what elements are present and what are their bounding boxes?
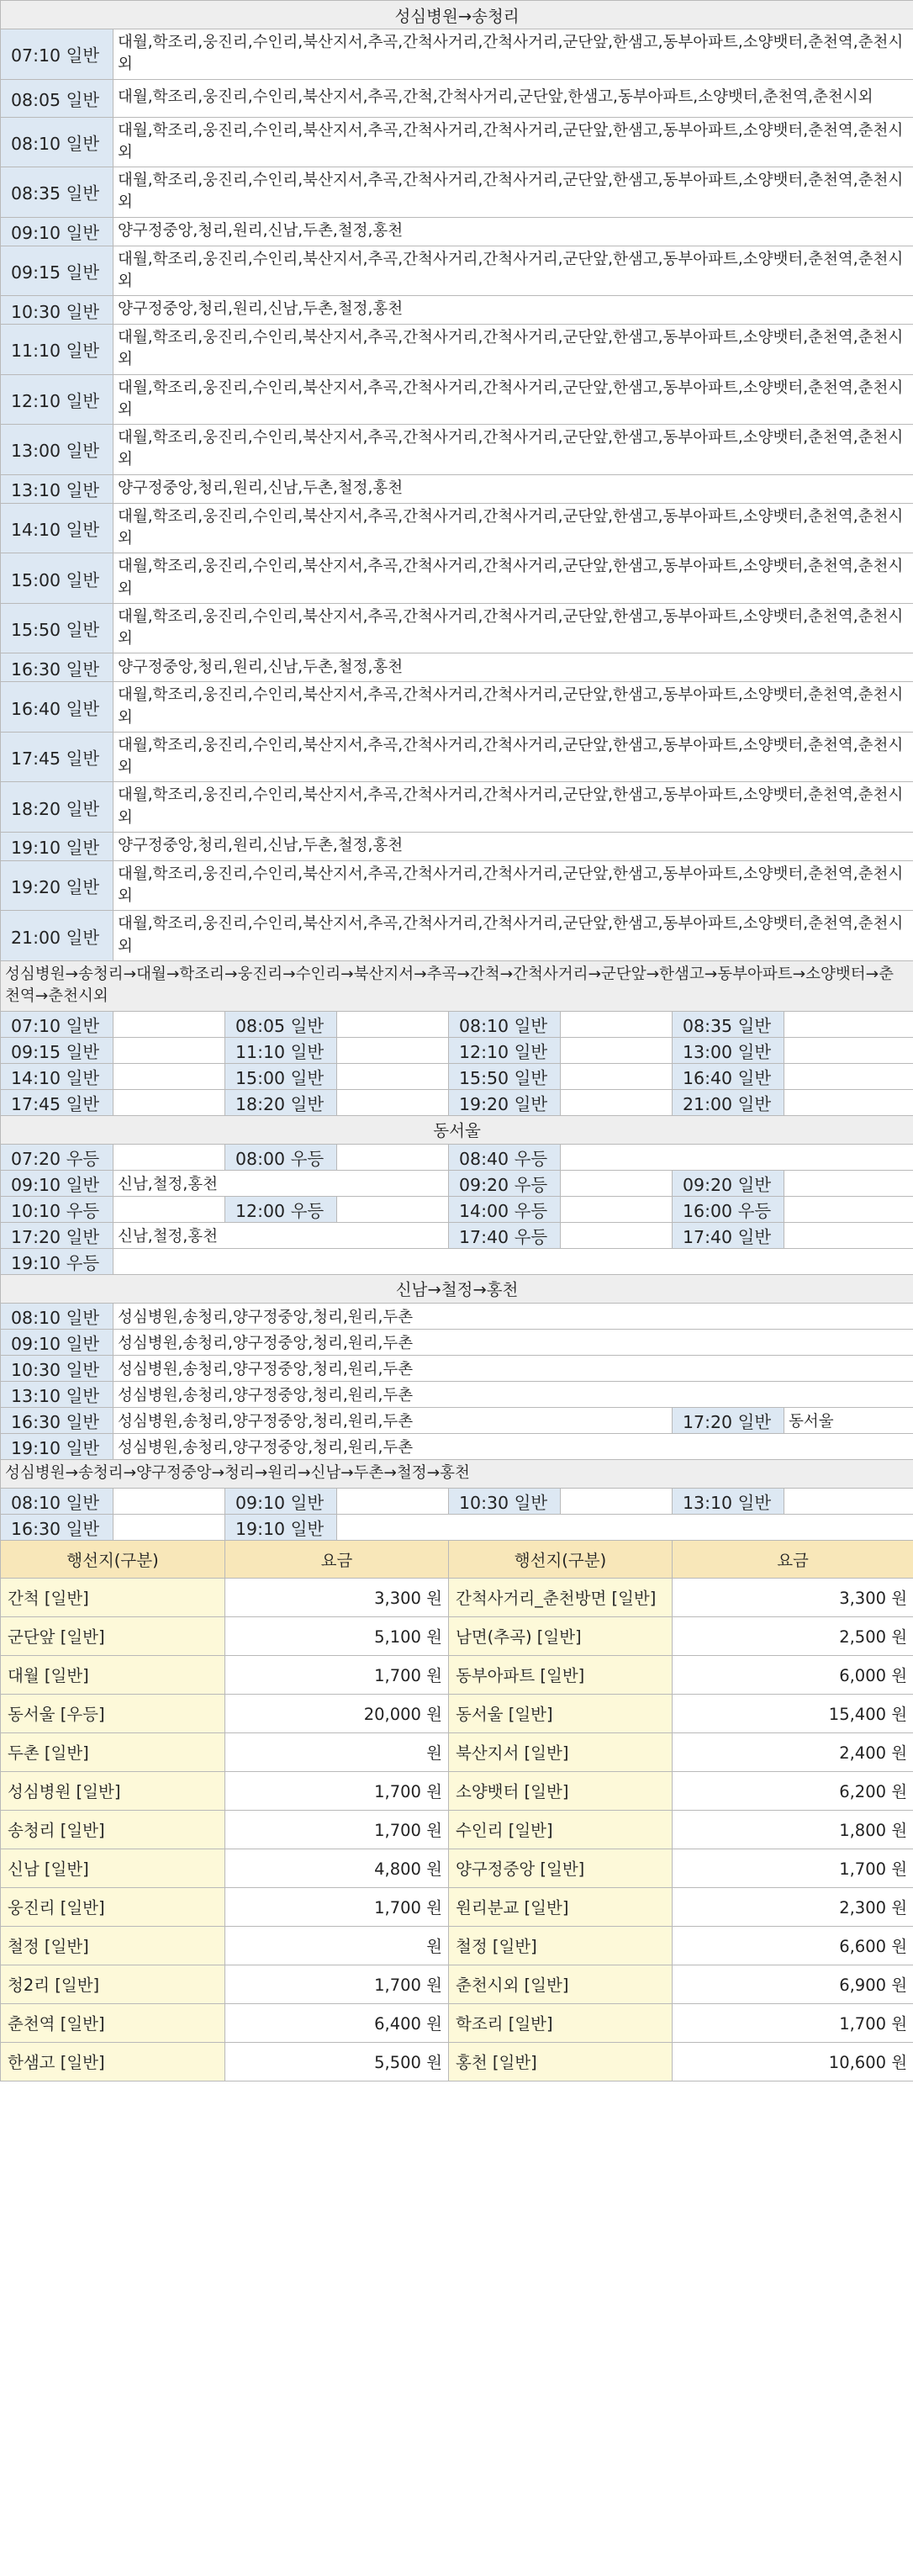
fare-price: 6,900 원	[673, 1965, 913, 2003]
empty-cell	[113, 1144, 225, 1170]
schedule-row	[1, 911, 913, 961]
departure-time: 17:20 일반	[673, 1407, 784, 1433]
empty-cell	[784, 1011, 913, 1037]
fare-destination: 수인리 [일반]	[449, 1810, 673, 1849]
departure-time: 09:20 일반	[673, 1170, 784, 1196]
fare-destination: 간척사거리_춘천방면 [일반]	[449, 1578, 673, 1616]
fare-price: 1,700 원	[673, 2003, 913, 2042]
time-grid-row	[1, 1248, 913, 1274]
empty-cell	[561, 1063, 673, 1089]
departure-time: 13:00 일반	[673, 1037, 784, 1063]
empty-cell	[784, 1170, 913, 1196]
route-stops: 양구정중앙,청리,원리,신남,두촌,철정,홍천	[113, 832, 913, 860]
departure-time: 17:20 일반	[1, 1222, 113, 1248]
fare-price: 3,300 원	[673, 1578, 913, 1616]
empty-cell	[337, 1144, 449, 1170]
section-title: 동서울	[1, 1115, 913, 1144]
departure-time: 18:20 일반	[225, 1089, 337, 1115]
empty-cell	[561, 1089, 673, 1115]
fare-price: 1,700 원	[673, 1849, 913, 1887]
time-grid-row	[1, 1063, 913, 1089]
empty-cell	[561, 1011, 673, 1037]
schedule-row	[1, 653, 913, 682]
departure-time: 19:10 일반	[1, 832, 113, 860]
route-stops: 대월,학조리,웅진리,수인리,북산지서,추곡,간척사거리,간척사거리,군단앞,한샘고,동부아파트,소양뱃터,춘천역,춘천시외	[113, 29, 913, 80]
departure-time: 16:00 우등	[673, 1196, 784, 1222]
fare-destination: 간척 [일반]	[1, 1578, 225, 1616]
departure-time: 14:00 우등	[449, 1196, 561, 1222]
departure-time: 11:10 일반	[225, 1037, 337, 1063]
time-grid-row	[1, 1011, 913, 1037]
route-stops: 대월,학조리,웅진리,수인리,북산지서,추곡,간척사거리,간척사거리,군단앞,한샘고,동부아파트,소양뱃터,춘천역,춘천시외	[113, 325, 913, 375]
departure-time: 15:00 일반	[225, 1063, 337, 1089]
departure-time: 10:30 일반	[449, 1488, 561, 1514]
empty-cell	[561, 1196, 673, 1222]
departure-time: 13:10 일반	[1, 474, 113, 503]
fare-price: 1,700 원	[225, 1887, 449, 1926]
section-header-row	[1, 960, 913, 1011]
fare-row	[1, 2003, 913, 2042]
departure-time: 17:45 일반	[1, 1089, 113, 1115]
schedule-row	[1, 732, 913, 782]
route-stops: 양구정중앙,청리,원리,신남,두촌,철정,홍천	[113, 296, 913, 325]
fare-destination: 북산지서 [일반]	[449, 1732, 673, 1771]
section-header-row	[1, 1115, 913, 1144]
schedule-row	[1, 603, 913, 653]
departure-time: 12:10 일반	[1, 374, 113, 425]
section-header-row	[1, 1, 913, 29]
route-stops: 대월,학조리,웅진리,수인리,북산지서,추곡,간척사거리,간척사거리,군단앞,한샘고,동부아파트,소양뱃터,춘천역,춘천시외	[113, 246, 913, 296]
fare-header-row	[1, 1540, 913, 1578]
empty-cell	[337, 1037, 449, 1063]
schedule-row	[1, 79, 913, 117]
time-grid-row	[1, 1488, 913, 1514]
fare-destination: 춘천시외 [일반]	[449, 1965, 673, 2003]
departure-time: 09:10 일반	[1, 1170, 113, 1196]
fare-price: 1,700 원	[225, 1810, 449, 1849]
route-stops: 대월,학조리,웅진리,수인리,북산지서,추곡,간척사거리,간척사거리,군단앞,한샘고,동부아파트,소양뱃터,춘천역,춘천시외	[113, 732, 913, 782]
departure-time: 09:15 일반	[1, 1037, 113, 1063]
route-stops: 대월,학조리,웅진리,수인리,북산지서,추곡,간척사거리,간척사거리,군단앞,한샘고,동부아파트,소양뱃터,춘천역,춘천시외	[113, 167, 913, 218]
schedule-row	[1, 1329, 913, 1355]
route-note: 신남,철정,홍천	[113, 1222, 449, 1248]
departure-time: 21:00 일반	[1, 911, 113, 961]
schedule-row	[1, 1381, 913, 1407]
schedule-row	[1, 29, 913, 80]
departure-time: 21:00 일반	[673, 1089, 784, 1115]
fare-price: 2,400 원	[673, 1732, 913, 1771]
departure-time: 19:20 일반	[449, 1089, 561, 1115]
empty-cell	[337, 1514, 913, 1540]
time-grid-row	[1, 1170, 913, 1196]
departure-time: 08:35 일반	[1, 167, 113, 218]
departure-time: 11:10 일반	[1, 325, 113, 375]
schedule-row	[1, 217, 913, 246]
fare-destination: 원리분교 [일반]	[449, 1887, 673, 1926]
fare-header-destination: 행선지(구분)	[449, 1540, 673, 1578]
schedule-row	[1, 374, 913, 425]
departure-time: 07:10 일반	[1, 29, 113, 80]
fare-price: 6,200 원	[673, 1771, 913, 1810]
schedule-row	[1, 682, 913, 733]
fare-header-destination: 행선지(구분)	[1, 1540, 225, 1578]
schedule-row	[1, 1433, 913, 1459]
time-grid-row	[1, 1037, 913, 1063]
departure-time: 09:10 일반	[225, 1488, 337, 1514]
departure-time: 17:40 우등	[449, 1222, 561, 1248]
schedule-row	[1, 1303, 913, 1329]
departure-time: 08:40 우등	[449, 1144, 561, 1170]
route-stops: 성심병원,송청리,양구정중앙,청리,원리,두촌	[113, 1355, 913, 1381]
fare-price: 1,700 원	[225, 1965, 449, 2003]
departure-time: 10:10 우등	[1, 1196, 113, 1222]
fare-destination: 동부아파트 [일반]	[449, 1655, 673, 1694]
departure-time: 09:15 일반	[1, 246, 113, 296]
empty-cell	[113, 1488, 225, 1514]
route-note: 신남,철정,홍천	[113, 1170, 449, 1196]
empty-cell	[561, 1144, 913, 1170]
schedule-row	[1, 325, 913, 375]
departure-time: 13:00 일반	[1, 425, 113, 475]
empty-cell	[561, 1222, 673, 1248]
fare-price: 3,300 원	[225, 1578, 449, 1616]
departure-time: 19:10 우등	[1, 1248, 113, 1274]
schedule-row	[1, 246, 913, 296]
fare-row	[1, 1965, 913, 2003]
fare-row	[1, 1578, 913, 1616]
empty-cell	[337, 1011, 449, 1037]
fare-header-price: 요금	[225, 1540, 449, 1578]
route-stops: 대월,학조리,웅진리,수인리,북산지서,추곡,간척사거리,간척사거리,군단앞,한샘고,동부아파트,소양뱃터,춘천역,춘천시외	[113, 553, 913, 604]
fare-destination: 남면(추곡) [일반]	[449, 1616, 673, 1655]
route-sequence-title: 성심병원→송청리→양구정중앙→청리→원리→신남→두촌→철정→홍천	[1, 1459, 913, 1488]
departure-time: 16:30 일반	[1, 653, 113, 682]
fare-price: 1,800 원	[673, 1810, 913, 1849]
departure-time: 08:35 일반	[673, 1011, 784, 1037]
fare-price: 10,600 원	[673, 2042, 913, 2081]
empty-cell	[113, 1248, 913, 1274]
route-stops: 성심병원,송청리,양구정중앙,청리,원리,두촌	[113, 1381, 913, 1407]
fare-price: 1,700 원	[225, 1771, 449, 1810]
departure-time: 08:00 우등	[225, 1144, 337, 1170]
departure-time: 08:10 일반	[1, 117, 113, 167]
empty-cell	[561, 1037, 673, 1063]
section-title: 신남→철정→홍천	[1, 1274, 913, 1303]
departure-time: 14:10 일반	[1, 503, 113, 553]
schedule-row	[1, 474, 913, 503]
schedule-row	[1, 117, 913, 167]
departure-time: 12:10 일반	[449, 1037, 561, 1063]
fare-header-price: 요금	[673, 1540, 913, 1578]
fare-destination: 홍천 [일반]	[449, 2042, 673, 2081]
route-stops: 대월,학조리,웅진리,수인리,북산지서,추곡,간척사거리,간척사거리,군단앞,한샘고,동부아파트,소양뱃터,춘천역,춘천시외	[113, 374, 913, 425]
empty-cell	[113, 1037, 225, 1063]
empty-cell	[784, 1063, 913, 1089]
fare-price: 6,000 원	[673, 1655, 913, 1694]
fare-row	[1, 1849, 913, 1887]
empty-cell	[561, 1170, 673, 1196]
schedule-row	[1, 782, 913, 833]
fare-row	[1, 1771, 913, 1810]
fare-destination: 철정 [일반]	[1, 1926, 225, 1965]
route-stops: 대월,학조리,웅진리,수인리,북산지서,추곡,간척,간척사거리,군단앞,한샘고,동부아파트,소양뱃터,춘천역,춘천시외	[113, 79, 913, 117]
departure-time: 08:10 일반	[1, 1303, 113, 1329]
departure-time: 07:10 일반	[1, 1011, 113, 1037]
fare-price: 5,500 원	[225, 2042, 449, 2081]
departure-time: 10:30 일반	[1, 1355, 113, 1381]
empty-cell	[337, 1089, 449, 1115]
departure-time: 15:00 일반	[1, 553, 113, 604]
section-header-row	[1, 1459, 913, 1488]
departure-time: 17:40 일반	[673, 1222, 784, 1248]
route-stops: 성심병원,송청리,양구정중앙,청리,원리,두촌	[113, 1407, 673, 1433]
fare-row	[1, 2042, 913, 2081]
fare-price: 20,000 원	[225, 1694, 449, 1732]
fare-destination: 양구정중앙 [일반]	[449, 1849, 673, 1887]
empty-cell	[784, 1196, 913, 1222]
empty-cell	[784, 1222, 913, 1248]
route-stops: 대월,학조리,웅진리,수인리,북산지서,추곡,간척사거리,간척사거리,군단앞,한샘고,동부아파트,소양뱃터,춘천역,춘천시외	[113, 425, 913, 475]
departure-time: 16:40 일반	[673, 1063, 784, 1089]
route-stops: 성심병원,송청리,양구정중앙,청리,원리,두촌	[113, 1329, 913, 1355]
departure-time: 17:45 일반	[1, 732, 113, 782]
section-title: 성심병원→송청리	[1, 1, 913, 29]
route-stops: 양구정중앙,청리,원리,신남,두촌,철정,홍천	[113, 217, 913, 246]
empty-cell	[784, 1089, 913, 1115]
fare-price: 원	[225, 1926, 449, 1965]
fare-row	[1, 1655, 913, 1694]
departure-time: 16:30 일반	[1, 1514, 113, 1540]
fare-row	[1, 1616, 913, 1655]
empty-cell	[113, 1514, 225, 1540]
time-grid-row	[1, 1196, 913, 1222]
fare-destination: 동서울 [일반]	[449, 1694, 673, 1732]
empty-cell	[337, 1063, 449, 1089]
route-stops: 양구정중앙,청리,원리,신남,두촌,철정,홍천	[113, 653, 913, 682]
departure-time: 19:20 일반	[1, 860, 113, 911]
empty-cell	[337, 1196, 449, 1222]
route-stops: 대월,학조리,웅진리,수인리,북산지서,추곡,간척사거리,간척사거리,군단앞,한샘고,동부아파트,소양뱃터,춘천역,춘천시외	[113, 782, 913, 833]
section-header-row	[1, 1274, 913, 1303]
fare-destination: 신남 [일반]	[1, 1849, 225, 1887]
fare-destination: 군단앞 [일반]	[1, 1616, 225, 1655]
departure-time: 16:30 일반	[1, 1407, 113, 1433]
fare-price: 6,400 원	[225, 2003, 449, 2042]
fare-destination: 학조리 [일반]	[449, 2003, 673, 2042]
departure-time: 08:10 일반	[449, 1011, 561, 1037]
fare-destination: 소양뱃터 [일반]	[449, 1771, 673, 1810]
route-sequence-title: 성심병원→송청리→대월→학조리→웅진리→수인리→북산지서→추곡→간척→간척사거리→군단앞→한샘고→동부아파트→소양뱃터→춘천역→춘천시외	[1, 960, 913, 1011]
departure-time: 19:10 일반	[1, 1433, 113, 1459]
departure-time: 09:20 우등	[449, 1170, 561, 1196]
schedule-row	[1, 1407, 913, 1433]
empty-cell	[113, 1063, 225, 1089]
empty-cell	[561, 1488, 673, 1514]
fare-price: 2,300 원	[673, 1887, 913, 1926]
fare-price: 원	[225, 1732, 449, 1771]
fare-destination: 웅진리 [일반]	[1, 1887, 225, 1926]
route-stops: 성심병원,송청리,양구정중앙,청리,원리,두촌	[113, 1433, 913, 1459]
fare-row	[1, 1926, 913, 1965]
fare-row	[1, 1694, 913, 1732]
fare-destination: 동서울 [우등]	[1, 1694, 225, 1732]
route-stops: 대월,학조리,웅진리,수인리,북산지서,추곡,간척사거리,간척사거리,군단앞,한샘고,동부아파트,소양뱃터,춘천역,춘천시외	[113, 117, 913, 167]
schedule-row	[1, 553, 913, 604]
route-stops: 양구정중앙,청리,원리,신남,두촌,철정,홍천	[113, 474, 913, 503]
fare-price: 15,400 원	[673, 1694, 913, 1732]
route-stops: 대월,학조리,웅진리,수인리,북산지서,추곡,간척사거리,간척사거리,군단앞,한샘고,동부아파트,소양뱃터,춘천역,춘천시외	[113, 682, 913, 733]
departure-time: 15:50 일반	[449, 1063, 561, 1089]
time-grid-row	[1, 1514, 913, 1540]
schedule-row	[1, 860, 913, 911]
fare-destination: 두촌 [일반]	[1, 1732, 225, 1771]
fare-price: 4,800 원	[225, 1849, 449, 1887]
fare-destination: 성심병원 [일반]	[1, 1771, 225, 1810]
departure-time: 18:20 일반	[1, 782, 113, 833]
departure-time: 08:05 일반	[1, 79, 113, 117]
fare-row	[1, 1732, 913, 1771]
schedule-row	[1, 425, 913, 475]
fare-row	[1, 1887, 913, 1926]
schedule-row	[1, 832, 913, 860]
departure-time: 14:10 일반	[1, 1063, 113, 1089]
fare-destination: 철정 [일반]	[449, 1926, 673, 1965]
fare-destination: 한샘고 [일반]	[1, 2042, 225, 2081]
empty-cell	[337, 1488, 449, 1514]
empty-cell	[113, 1196, 225, 1222]
time-grid-row	[1, 1144, 913, 1170]
route-stops: 대월,학조리,웅진리,수인리,북산지서,추곡,간척사거리,간척사거리,군단앞,한샘고,동부아파트,소양뱃터,춘천역,춘천시외	[113, 603, 913, 653]
departure-time: 08:10 일반	[1, 1488, 113, 1514]
schedule-row	[1, 503, 913, 553]
schedule-row	[1, 167, 913, 218]
route-stops: 대월,학조리,웅진리,수인리,북산지서,추곡,간척사거리,간척사거리,군단앞,한샘고,동부아파트,소양뱃터,춘천역,춘천시외	[113, 911, 913, 961]
departure-time: 12:00 우등	[225, 1196, 337, 1222]
route-stops: 성심병원,송청리,양구정중앙,청리,원리,두촌	[113, 1303, 913, 1329]
fare-price: 1,700 원	[225, 1655, 449, 1694]
empty-cell	[784, 1037, 913, 1063]
schedule-row	[1, 1355, 913, 1381]
fare-destination: 춘천역 [일반]	[1, 2003, 225, 2042]
departure-time: 13:10 일반	[1, 1381, 113, 1407]
departure-time: 13:10 일반	[673, 1488, 784, 1514]
route-note: 동서울	[784, 1407, 913, 1433]
departure-time: 09:10 일반	[1, 217, 113, 246]
empty-cell	[784, 1488, 913, 1514]
departure-time: 19:10 일반	[225, 1514, 337, 1540]
route-stops: 대월,학조리,웅진리,수인리,북산지서,추곡,간척사거리,간척사거리,군단앞,한샘고,동부아파트,소양뱃터,춘천역,춘천시외	[113, 503, 913, 553]
empty-cell	[113, 1011, 225, 1037]
departure-time: 10:30 일반	[1, 296, 113, 325]
fare-price: 2,500 원	[673, 1616, 913, 1655]
departure-time: 08:05 일반	[225, 1011, 337, 1037]
fare-destination: 대월 [일반]	[1, 1655, 225, 1694]
time-grid-row	[1, 1222, 913, 1248]
departure-time: 07:20 우등	[1, 1144, 113, 1170]
empty-cell	[113, 1089, 225, 1115]
departure-time: 15:50 일반	[1, 603, 113, 653]
schedule-row	[1, 296, 913, 325]
fare-price: 6,600 원	[673, 1926, 913, 1965]
departure-time: 09:10 일반	[1, 1329, 113, 1355]
fare-destination: 청2리 [일반]	[1, 1965, 225, 2003]
departure-time: 16:40 일반	[1, 682, 113, 733]
fare-price: 5,100 원	[225, 1616, 449, 1655]
fare-destination: 송청리 [일반]	[1, 1810, 225, 1849]
time-grid-row	[1, 1089, 913, 1115]
route-stops: 대월,학조리,웅진리,수인리,북산지서,추곡,간척사거리,간척사거리,군단앞,한샘고,동부아파트,소양뱃터,춘천역,춘천시외	[113, 860, 913, 911]
fare-row	[1, 1810, 913, 1849]
